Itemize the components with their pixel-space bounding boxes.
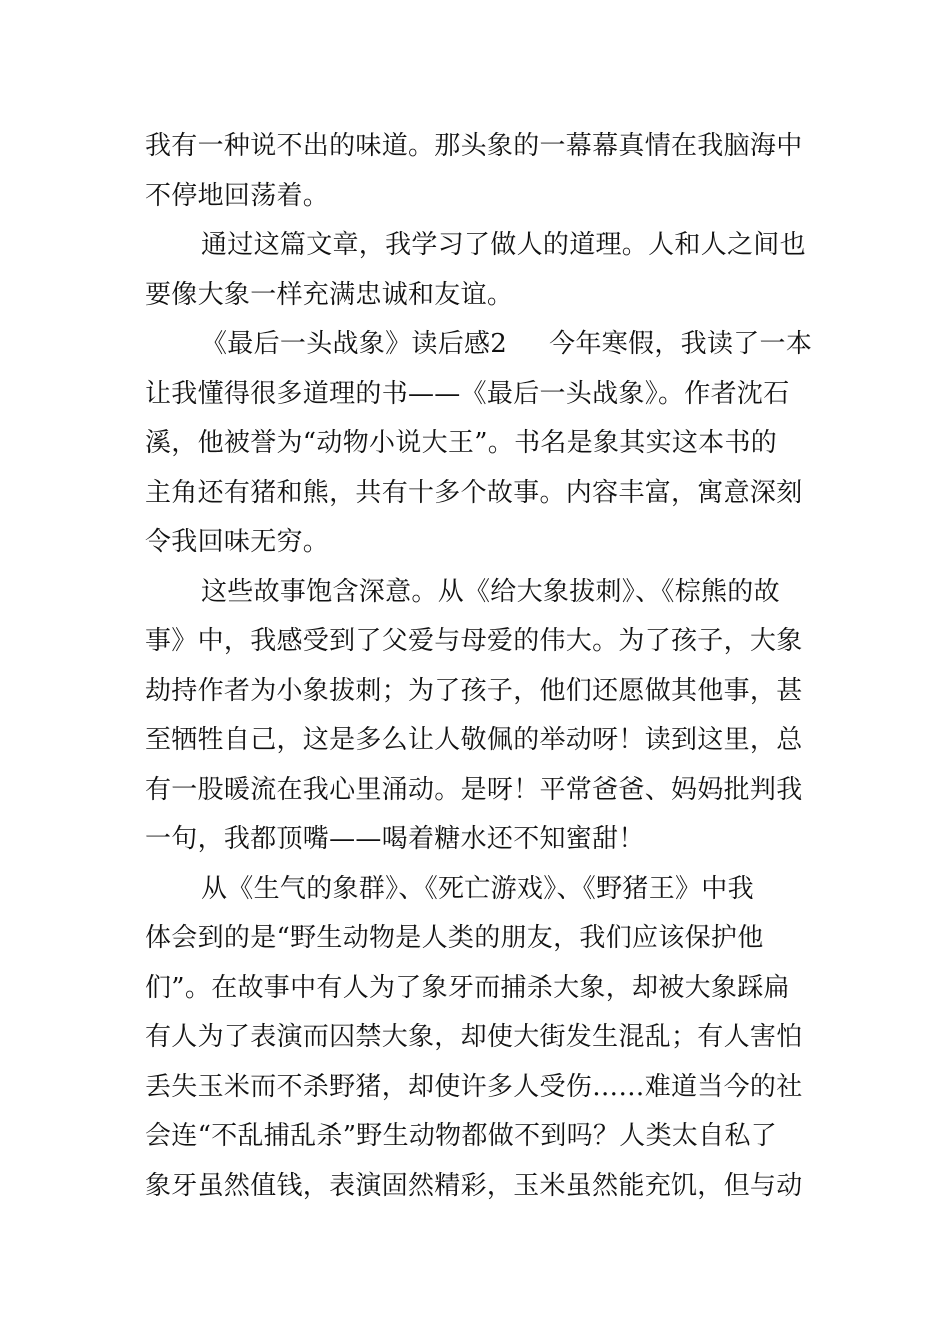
text-line: 有一股暖流在我心里涌动。是呀！平常爸爸、妈妈批判我 (145, 774, 803, 805)
text-line: 象牙虽然值钱，表演固然精彩，玉米虽然能充饥，但与动 (145, 1170, 803, 1201)
text-line: 我有一种说不出的味道。那头象的一幕幕真情在我脑海中 (145, 131, 803, 161)
text-line: 从《生气的象群》、《死亡游戏》、《野猪王》中我 (201, 873, 754, 904)
text-line: 会连“不乱捕乱杀”野生动物都做不到吗？人类太自私了 (145, 1121, 778, 1151)
text-line: 让我懂得很多道理的书——《最后一头战象》。作者沈石 (145, 378, 790, 409)
document-body (145, 122, 813, 1211)
text-line: 这些故事饱含深意。从《给大象拔刺》、《棕熊的故 (201, 576, 780, 607)
text-line: 事》中，我感受到了父爱与母爱的伟大。为了孩子，大象 (145, 626, 803, 656)
heading-line (145, 320, 813, 370)
text-line: 丢失玉米而不杀野猪，却使许多人受伤……难道当今的社 (145, 1071, 803, 1102)
text-line: 至牺牲自己，这是多么让人敬佩的举动呀！读到这里，总 (145, 725, 803, 755)
text-line: 溪，他被誉为“动物小说大王”。书名是象其实这本书的 (145, 428, 778, 458)
text-line: 令我回味无穷。 (145, 527, 330, 557)
text-line: 通过这篇文章，我学习了做人的道理。人和人之间也 (201, 230, 806, 260)
text-line: 要像大象一样充满忠诚和友谊。 (145, 279, 514, 310)
section-heading: 《最后一头战象》读后感2 (201, 329, 508, 359)
text-line: 主角还有猪和熊，共有十多个故事。内容丰富，寓意深刻 (145, 477, 803, 508)
text-line: 们”。在故事中有人为了象牙而捕杀大象，却被大象踩扁 (145, 972, 790, 1003)
text-line: 体会到的是“野生动物是人类的朋友，我们应该保护他 (145, 923, 764, 953)
text-line: 一句，我都顶嘴——喝着糖水还不知蜜甜！ (145, 824, 645, 854)
text-line: 劫持作者为小象拔刺；为了孩子，他们还愿做其他事，甚 (145, 675, 803, 706)
text-line: 有人为了表演而囚禁大象，却使大街发生混乱；有人害怕 (145, 1022, 803, 1052)
text-line: 不停地回荡着。 (145, 180, 330, 211)
paragraph-start: 今年寒假，我读了一本 (549, 329, 813, 359)
